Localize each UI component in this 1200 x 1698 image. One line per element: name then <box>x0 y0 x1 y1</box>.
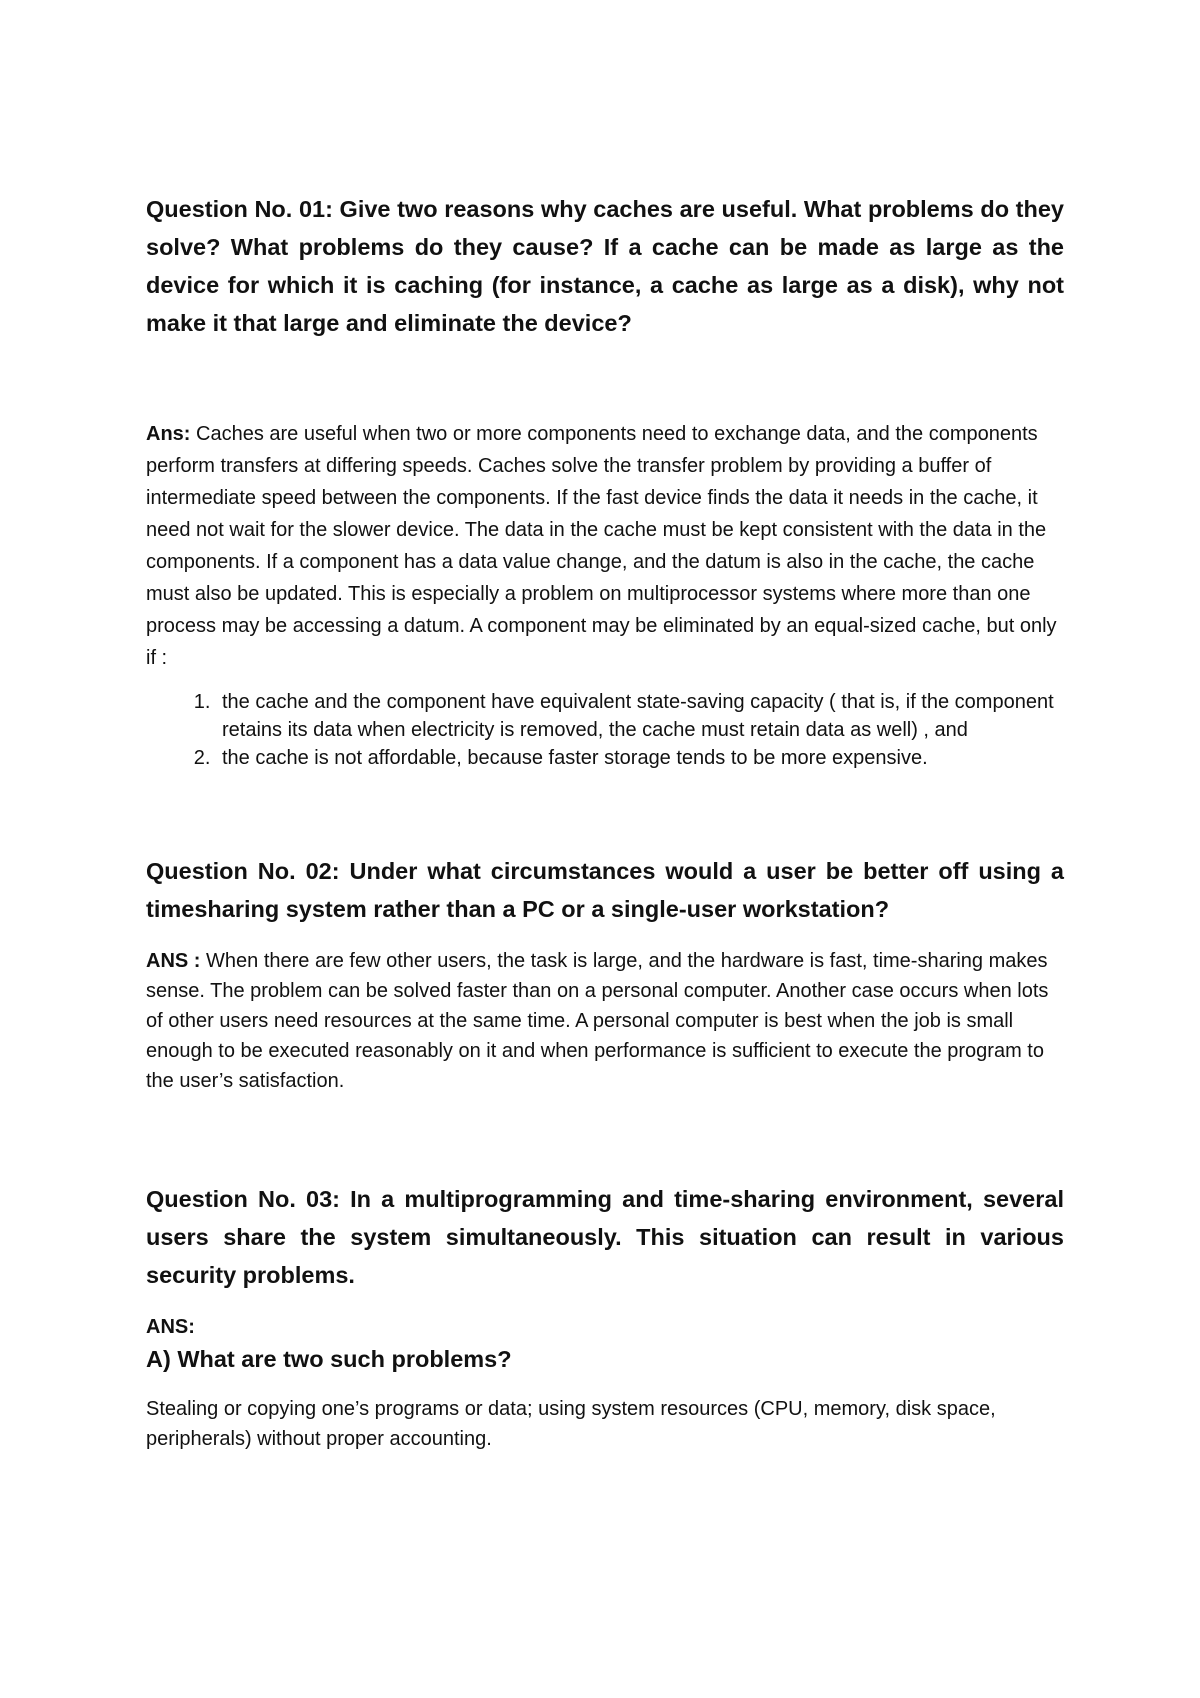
question-1-text: Question No. 01: Give two reasons why caches are useful. What problems do they solve? What problems do they cause? If a cache can be made as large as the device for which it is caching (for instance, a cache as large as a disk), why not make it that large and eliminate the device? <box>146 196 1064 336</box>
sub-answer-a: Stealing or copying one’s programs or data; using system resources (CPU, memory, disk space, peripherals) without proper accounting. <box>146 1398 996 1450</box>
document-page <box>146 190 1064 1454</box>
answer-1-text: Caches are useful when two or more components need to exchange data, and the components perform transfers at differing speeds. Caches solve the transfer problem by providing a buffer of intermediate speed between the components. If the fast device finds the data it needs in the cache, it need not wait for the slower device. The data in the cache must be kept consistent with the data in the components. If a component has a data value change, and the datum is also in the cache, the cache must also be updated. This is especially a problem on multiprocessor systems where more than one process may be accessing a datum. A component may be eliminated by an equal-sized cache, but only if : <box>146 423 1057 669</box>
answer-1-paragraph <box>146 418 1064 674</box>
question-3-section <box>146 1180 1064 1454</box>
question-2-section <box>146 852 1064 1096</box>
answer-2-label: ANS : <box>146 950 201 972</box>
answer-3-label: ANS: <box>146 1316 195 1338</box>
question-3-text: Question No. 03: In a multiprogramming and time-sharing environment, several users share the system simultaneously. This situation can result in various security problems. <box>146 1186 1064 1288</box>
answer-1-label: Ans: <box>146 423 191 445</box>
question-2-text: Question No. 02: Under what circumstances would a user be better off using a timesharing system rather than a PC or a single-user workstation? <box>146 858 1064 922</box>
condition-item: 1. the cache and the component have equivalent state-saving capacity ( that is, if the component retains its data when electricity is removed, the cache must retain data as well) , and <box>216 688 1064 744</box>
answer-2-text: When there are few other users, the task is large, and the hardware is fast, time-sharing makes sense. The problem can be solved faster than on a personal computer. Another case occurs when lots of other users need resources at the same time. A personal computer is best when the job is small enough to be executed reasonably on it and when performance is sufficient to execute the program to the user’s satisfaction. <box>146 950 1049 1092</box>
condition-item: 2. the cache is not affordable, because faster storage tends to be more expensive. <box>216 744 1064 772</box>
answer-2-paragraph <box>146 946 1064 1096</box>
sub-question-a: A) What are two such problems? <box>146 1346 512 1372</box>
answer-1-condition-list <box>146 688 1064 772</box>
question-1-section <box>146 190 1064 772</box>
